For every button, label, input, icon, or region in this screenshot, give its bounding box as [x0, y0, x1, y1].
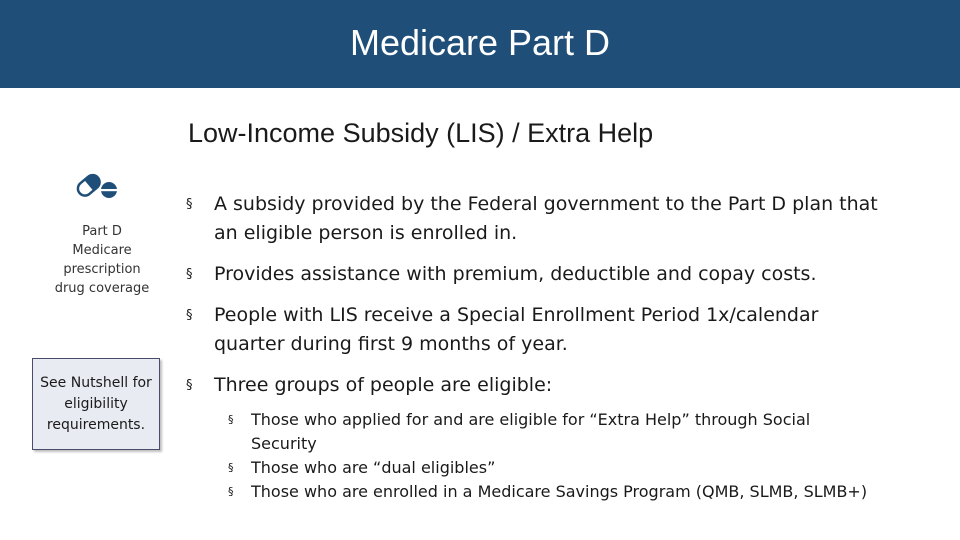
- caption-line: Part D: [82, 224, 122, 239]
- bullet-marker-icon: §: [186, 308, 193, 323]
- slide-title: Medicare Part D: [349, 22, 611, 63]
- bullet-text: Provides assistance with premium, deductible and copay costs.: [214, 263, 817, 285]
- bullet-marker-icon: §: [228, 413, 234, 426]
- slide-header: [0, 0, 960, 88]
- list-item: [186, 190, 886, 248]
- bullet-marker-icon: §: [228, 461, 234, 474]
- list-item: [186, 371, 886, 504]
- bullet-text: A subsidy provided by the Federal government to the Part D plan that an eligible person is enrolled in.: [214, 193, 878, 244]
- sub-list-item: [214, 408, 871, 456]
- sub-bullet-text: Those who are enrolled in a Medicare Savings Program (QMB, SLMB, SLMB+): [251, 482, 868, 501]
- list-item: [186, 301, 886, 359]
- bullet-text: Three groups of people are eligible:: [214, 374, 553, 396]
- nutshell-note-text: See Nutshell for eligibility requirements.: [40, 374, 152, 433]
- caption-line: prescription: [63, 262, 141, 277]
- sub-bullet-text: Those who applied for and are eligible for “Extra Help” through Social Security: [251, 410, 811, 453]
- bullet-marker-icon: §: [186, 378, 193, 393]
- sub-list-item: [214, 456, 871, 480]
- pill-capsule-icon: [74, 164, 120, 206]
- sub-list-item: [214, 480, 871, 504]
- sub-bullet-list: [214, 408, 886, 504]
- part-d-caption: [48, 222, 156, 298]
- bullet-marker-icon: §: [228, 485, 234, 498]
- sub-bullet-text: Those who are “dual eligibles”: [251, 458, 496, 477]
- caption-line: drug coverage: [54, 281, 150, 296]
- nutshell-note-box: [32, 358, 160, 450]
- bullet-text: People with LIS receive a Special Enrollment Period 1x/calendar quarter during first 9 months of year.: [214, 304, 819, 355]
- caption-line: Medicare: [72, 243, 132, 258]
- bullet-marker-icon: §: [186, 267, 193, 282]
- bullet-marker-icon: §: [186, 197, 193, 212]
- list-item: [186, 260, 886, 289]
- bullet-list: [186, 190, 886, 516]
- slide-subtitle: Low-Income Subsidy (LIS) / Extra Help: [188, 118, 654, 148]
